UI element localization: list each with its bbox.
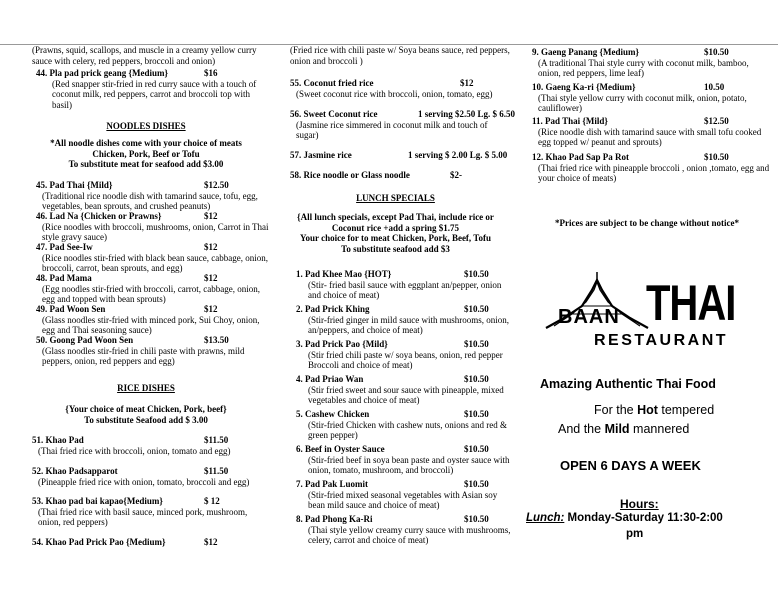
- item-header: [32, 537, 272, 548]
- item-number: 7.: [296, 479, 303, 489]
- item-name: Khao Pad Sap Pa Rot: [545, 152, 630, 162]
- noodle-item: [36, 335, 272, 367]
- side-item: [290, 170, 512, 181]
- item-number: 3.: [296, 339, 303, 349]
- item-header: [290, 170, 512, 181]
- item-price: $11.50: [204, 435, 229, 445]
- lunch-hours: Lunch: Monday-Saturday 11:30-2:00: [526, 512, 723, 524]
- item-header: [296, 444, 512, 455]
- lunch-hours-end: pm: [626, 528, 644, 540]
- item-price: $10.50: [464, 409, 489, 419]
- item-header: [36, 180, 272, 191]
- item-header: [36, 273, 272, 284]
- price-notice: *Prices are subject to be change without notice*: [554, 218, 740, 228]
- item-description: (Stir-fried beef in soya bean paste and oyster sauce with onion, tomato, mushroom, and broccoli): [308, 454, 510, 475]
- item-description: (Glass noodles stir-fried in chili paste with prawns, mild peppers, onion, red peppers and egg): [42, 345, 245, 366]
- lunch-item: [296, 479, 512, 511]
- item-price: 1 serving $ 2.00 Lg. $ 5.00: [408, 150, 508, 160]
- logo-baan: BAAN: [558, 306, 620, 328]
- item-header: [290, 109, 516, 120]
- item-header: [32, 435, 272, 446]
- item-description: (Fried rice with chili paste w/ Soya beans sauce, red peppers, onion and broccoli ): [290, 45, 510, 66]
- item-name: Cashew Chicken: [305, 409, 370, 419]
- logo-restaurant: RESTAURANT: [594, 332, 729, 349]
- item-price: $10.50: [464, 269, 489, 279]
- item-name: Pla pad prick geang {Medium}: [49, 68, 169, 78]
- item-description: (Thai fried rice with basil sauce, minced pork, mushroom, onion, red peppers): [38, 506, 248, 527]
- item-name: Pad See-Iw: [49, 242, 93, 252]
- item-name: Pad Prick Khing: [305, 304, 370, 314]
- noodle-note: *All noodle dishes come with your choice of meats Chicken, Pork, Beef or Tofu To substitute meat for seafood add $3.00: [50, 138, 242, 169]
- item-description: (Prawns, squid, scallops, and muscle in a creamy yellow curry sauce with celery, red peppers, broccoli and onion): [32, 45, 257, 66]
- lunch-item: [296, 339, 512, 371]
- item-header: [532, 116, 772, 127]
- lunch-item: [532, 116, 772, 148]
- item-price: $10.50: [704, 47, 729, 57]
- item-number: 45.: [36, 180, 48, 190]
- rice-item: [32, 496, 272, 528]
- item-number: 2.: [296, 304, 303, 314]
- rice-item: [32, 435, 272, 456]
- item-number: 55.: [290, 78, 302, 88]
- item-name: Khao Pad Prick Pao {Medium}: [45, 537, 166, 547]
- item-description: (Traditional rice noodle dish with tamarind sauce, tofu, egg, vegetables, bean sprouts, and crushed peanuts): [42, 190, 258, 211]
- item-number: 46.: [36, 211, 48, 221]
- item-price: $12: [204, 242, 218, 252]
- item-header: [532, 82, 772, 93]
- item-54-description: [290, 45, 512, 66]
- side-item: [290, 78, 512, 99]
- lunch-item: [296, 514, 512, 546]
- item-name: Lad Na {Chicken or Prawns}: [49, 211, 162, 221]
- lunch-item: [296, 374, 512, 406]
- item-name: Pad Mama: [49, 273, 92, 283]
- item-name: Goong Pad Woon Sen: [49, 335, 134, 345]
- item-price: $10.50: [704, 152, 729, 162]
- item-number: 4.: [296, 374, 303, 384]
- item-name: Khao Padsapparot: [45, 466, 118, 476]
- item-description: (Rice noodle dish with tamarind sauce with small tofu cooked egg topped w/ peanut and sprouts): [538, 126, 762, 147]
- item-description: (Thai fried rice with broccoli, onion, tomato and egg): [38, 445, 231, 456]
- noodle-item: [36, 180, 272, 212]
- item-price: $2-: [450, 170, 462, 180]
- item-name: Pad Thai {Mild}: [545, 116, 608, 126]
- item-price: $10.50: [464, 304, 489, 314]
- item-name: Jasmine rice: [303, 150, 352, 160]
- item-price: $10.50: [464, 444, 489, 454]
- item-price: $12: [204, 211, 218, 221]
- lunch-item: [532, 152, 772, 184]
- item-number: 1.: [296, 269, 303, 279]
- item-name: Beef in Oyster Sauce: [305, 444, 385, 454]
- item-number: 12.: [532, 152, 544, 162]
- item-price: $10.50: [464, 374, 489, 384]
- item-name: Khao pad bai kapao{Medium}: [45, 496, 163, 506]
- item-description: (Stir- fried basil sauce with eggplant an/pepper, onion and choice of meat): [308, 279, 502, 300]
- item-name: Pad Prick Pao {Mild}: [305, 339, 388, 349]
- item-number: 47.: [36, 242, 48, 252]
- lunch-item: [296, 269, 512, 301]
- item-number: 56.: [290, 109, 302, 119]
- item-number: 53.: [32, 496, 44, 506]
- item-name: Khao Pad: [45, 435, 84, 445]
- noodle-item: [36, 242, 272, 274]
- lunch-item: [532, 82, 772, 114]
- item-number: 9.: [532, 47, 539, 57]
- item-price: $12: [204, 273, 218, 283]
- item-number: 57.: [290, 150, 302, 160]
- item-number: 49.: [36, 304, 48, 314]
- lunch-item: [532, 47, 772, 79]
- item-header: [290, 78, 512, 89]
- lunch-item: [296, 444, 512, 476]
- item-name: Rice noodle or Glass noodle: [303, 170, 410, 180]
- item-number: 52.: [32, 466, 44, 476]
- item-description: (Red snapper stir-fried in red curry sauce with a touch of coconut milk, red peppers, carrot and broccoli top with basil): [52, 78, 257, 110]
- item-description: (Pineapple fried rice with onion, tomato, broccoli and egg): [38, 476, 250, 487]
- item-name: Pad Phong Ka-Ri: [305, 514, 373, 524]
- item-header: [36, 335, 272, 346]
- item-description: (Stir-fried ginger in mild sauce with mushrooms, onion, an/peppers, and choice of meat): [308, 314, 510, 335]
- item-header: [296, 304, 512, 315]
- noodle-item: [36, 211, 272, 243]
- logo-thai: THAI: [646, 276, 736, 331]
- item-price: $ 12: [204, 496, 220, 506]
- rice-item: [32, 466, 272, 487]
- item-header: [296, 339, 512, 350]
- noodle-item: [36, 304, 272, 336]
- item-name: Sweet Coconut rice: [303, 109, 378, 119]
- item-description: (Stir-fried Chicken with cashew nuts, onions and red & green pepper): [308, 419, 508, 440]
- item-header: [36, 211, 272, 222]
- tagline: Amazing Authentic Thai Food: [540, 377, 716, 391]
- mild-line: And the Mild mannered: [558, 422, 690, 436]
- item-price: 1 serving $2.50 Lg. $ 6.50: [418, 109, 516, 119]
- item-price: $13.50: [204, 335, 229, 345]
- item-description: (Rice noodles stir-fried with black bean sauce, cabbage, onion, broccoli, carrot, bean sprouts, and egg): [42, 252, 268, 273]
- side-item: [290, 150, 512, 161]
- open-days: OPEN 6 DAYS A WEEK: [560, 458, 701, 473]
- item-name: Pad Thai {Mild}: [49, 180, 113, 190]
- item-price: $10.50: [464, 479, 489, 489]
- item-number: 44.: [36, 68, 48, 78]
- lunch-item: [296, 304, 512, 336]
- item-description: (Thai style yellow curry with coconut milk, onion, potato, cauliflower): [538, 92, 747, 113]
- item-price: $12: [460, 78, 474, 88]
- item-description: (Rice noodles with broccoli, mushrooms, onion, Carrot in Thai style gravy sauce): [42, 221, 269, 242]
- item-description: (Glass noodles stir-fried with minced pork, Sui Choy, onion, egg and Thai seasoning sauce): [42, 314, 260, 335]
- item-number: 51.: [32, 435, 44, 445]
- item-price: $12: [204, 537, 218, 547]
- item-price: $12: [204, 304, 218, 314]
- item-description: (Sweet coconut rice with broccoli, onion, tomato, egg): [296, 88, 493, 99]
- item-description: (Thai fried rice with pineapple broccoli , onion ,tomato, egg and your choice of meats): [538, 162, 770, 183]
- item-name: Pad Woon Sen: [49, 304, 106, 314]
- item-number: 48.: [36, 273, 48, 283]
- item-name: Pad Pak Luomit: [305, 479, 369, 489]
- item-price: $12.50: [204, 180, 229, 190]
- item-name: Pad Khee Mao {HOT}: [305, 269, 392, 279]
- item-header: [296, 514, 512, 525]
- noodle-item: [36, 273, 272, 305]
- item-name: Pad Priao Wan: [305, 374, 364, 384]
- item-description: (Thai style yellow creamy curry sauce with mushrooms, celery, carrot and choice of meat): [308, 524, 511, 545]
- item-price: $16: [204, 68, 218, 78]
- lunch-note: {All lunch specials, except Pad Thai, include rice or Coconut rice +add a spring $1.75 Your choice for to meat Chicken, Pork, Beef, Tofu To substitute seafood add $3: [297, 212, 494, 254]
- item-header: [296, 409, 512, 420]
- item-price: $10.50: [464, 339, 489, 349]
- item-header: [32, 466, 272, 477]
- item-number: 58.: [290, 170, 302, 180]
- hours-title: Hours:: [620, 497, 659, 511]
- hot-line: For the Hot tempered: [594, 403, 715, 417]
- lunch-item: [296, 409, 512, 441]
- item-description: (Stir-fried mixed seasonal vegetables with Asian soy bean mild sauce and choice of meat): [308, 489, 498, 510]
- item-name: Gaeng Panang {Medium}: [541, 47, 640, 57]
- item-43-description-tail: [32, 45, 272, 66]
- item-header: [32, 496, 272, 507]
- item-number: 8.: [296, 514, 303, 524]
- item-price: $11.50: [204, 466, 229, 476]
- item-price: 10.50: [704, 82, 725, 92]
- item-number: 6.: [296, 444, 303, 454]
- item-header: [532, 47, 772, 58]
- item-number: 50.: [36, 335, 48, 345]
- item-header: [296, 269, 512, 280]
- item-header: [532, 152, 772, 163]
- menu-item-44: [36, 68, 272, 110]
- lunch-section-title: LUNCH SPECIALS: [356, 193, 435, 203]
- rice-section-title: RICE DISHES: [117, 383, 175, 393]
- item-price: $10.50: [464, 514, 489, 524]
- rice-item: [32, 537, 272, 548]
- item-header: [36, 242, 272, 253]
- item-number: 54.: [32, 537, 44, 547]
- item-number: 10.: [532, 82, 544, 92]
- item-description: (Stir fried sweet and sour sauce with pineapple, mixed vegetables and choice of meat): [308, 384, 504, 405]
- item-description: (A traditional Thai style curry with coconut milk, bamboo, onion, red peppers, lime leaf): [538, 57, 749, 78]
- item-price: $12.50: [704, 116, 729, 126]
- baan-thai-logo: [542, 268, 772, 358]
- item-description: (Stir fried chili paste w/ soya beans, onion, red pepper Broccoli and choice of meat): [308, 349, 503, 370]
- item-header: [296, 479, 512, 490]
- item-header: [36, 304, 272, 315]
- side-item: [290, 109, 516, 141]
- item-name: Coconut fried rice: [303, 78, 374, 88]
- item-name: Gaeng Ka-ri {Medium}: [545, 82, 636, 92]
- item-description: (Jasmine rice simmered in coconut milk and touch of sugar): [296, 119, 488, 140]
- item-header: [296, 374, 512, 385]
- noodle-section-title: NOODLES DISHES: [106, 121, 186, 131]
- item-number: 5.: [296, 409, 303, 419]
- item-number: 11.: [532, 116, 543, 126]
- rice-note: {Your choice of meat Chicken, Pork, beef} To substitute Seafood add $ 3.00: [65, 404, 227, 425]
- item-description: (Egg noodles stir-fried with broccoli, carrot, cabbage, onion, egg and topped with bean sprouts): [42, 283, 260, 304]
- item-header: [290, 150, 512, 161]
